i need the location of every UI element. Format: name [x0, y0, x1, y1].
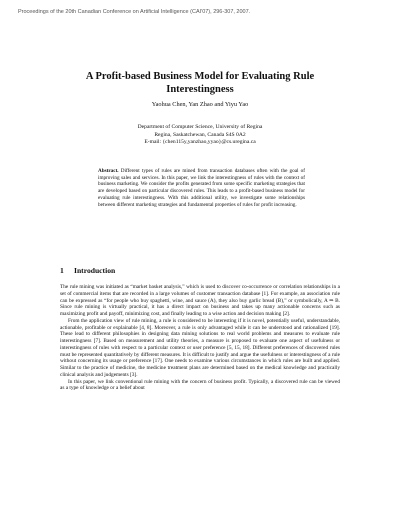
body-text — [60, 284, 340, 392]
body-paragraph: The rule mining was initiated as “market basket analysis,” which is used to discover co-occurrence or correlation relationships in a set of commercial items that are recorded in a large volumes of customer transaction database [1]. For example, an association rule can be expressed as “for people who buy spaghetti, wine, and sauce (A), they also buy garlic bread (B),” or symbolically, A ⇒ B. Since rule mining is virtually practical, it has a direct impact on business and takes up many actionable concerns such as maximizing profit and payoff, minimizing cost, and finally leading to a wise action and decision making [2]. — [60, 284, 340, 317]
affiliation-address: Regina, Saskatchewan, Canada S4S 0A2 — [154, 131, 246, 138]
body-paragraph: From the application view of rule mining, a rule is considered to be interesting if it is novel, potentially useful, understandable, actionable, profitable or explainable [4, 8]. Moreover, a rule is only advantaged while it can be understood and rationalized [19]. These lead to different philosophies in designing data mining solutions to real world problems and measures to evaluate rule interestingness [7]. Based on measurement and utility theories, a measure is proposed to evaluate one aspect of usefulness or interestingness of rules with respect to a particular context or user preference [5, 15, 18]. Different preferences of discovered rules must be represented quantitatively by different measures. It is difficult to justify and argue the usefulness or interestingness of a rule without concerning its usage or preference [17]. One needs to examine various circumstances in which rules are built and applied. Similar to the practice of medicine, the medicine treatment plans are determined based on the medical knowledge and practically clinical analysis and judgements [3]. — [60, 317, 340, 378]
affiliation-block — [60, 124, 340, 147]
affiliation-department: Department of Computer Science, University of Regina — [137, 124, 263, 130]
section-title: Introduction — [74, 266, 116, 275]
section-heading — [60, 266, 340, 275]
abstract-label: Abstract. — [98, 168, 119, 174]
section-number: 1 — [60, 266, 64, 275]
abstract-text: Different types of rules are mined from transaction databases often with the goal of improving sales and services. In this paper, we link the interestingness of rules with the context of business marketing. We consider the profits generated from some specific marketing strategies that are developed based on particular discovered rules. This leads to a profit-based business model for evaluating rule interestingness. With this additional utility, we investigate some relationships between different marketing strategies and fundamental properties of rules for profit increasing. — [98, 168, 305, 208]
author-list: Yaohua Chen, Yan Zhao and Yiyu Yao — [151, 101, 249, 108]
affiliation-email: E-mail: {chen115y,yanzhao,yyao}@cs.uregina.ca — [144, 139, 256, 145]
paper-title: A Profit-based Business Model for Evaluating Rule Interestingness — [85, 71, 315, 95]
running-head: Proceedings of the 20th Canadian Conference on Artificial Intelligence (CAI'07), 296-307, 2007. — [18, 9, 251, 15]
body-paragraph: In this paper, we link conventional rule mining with the concern of business profit. Typically, a discovered rule can be viewed as a type of knowledge or a belief about — [60, 378, 340, 392]
abstract — [98, 168, 305, 208]
